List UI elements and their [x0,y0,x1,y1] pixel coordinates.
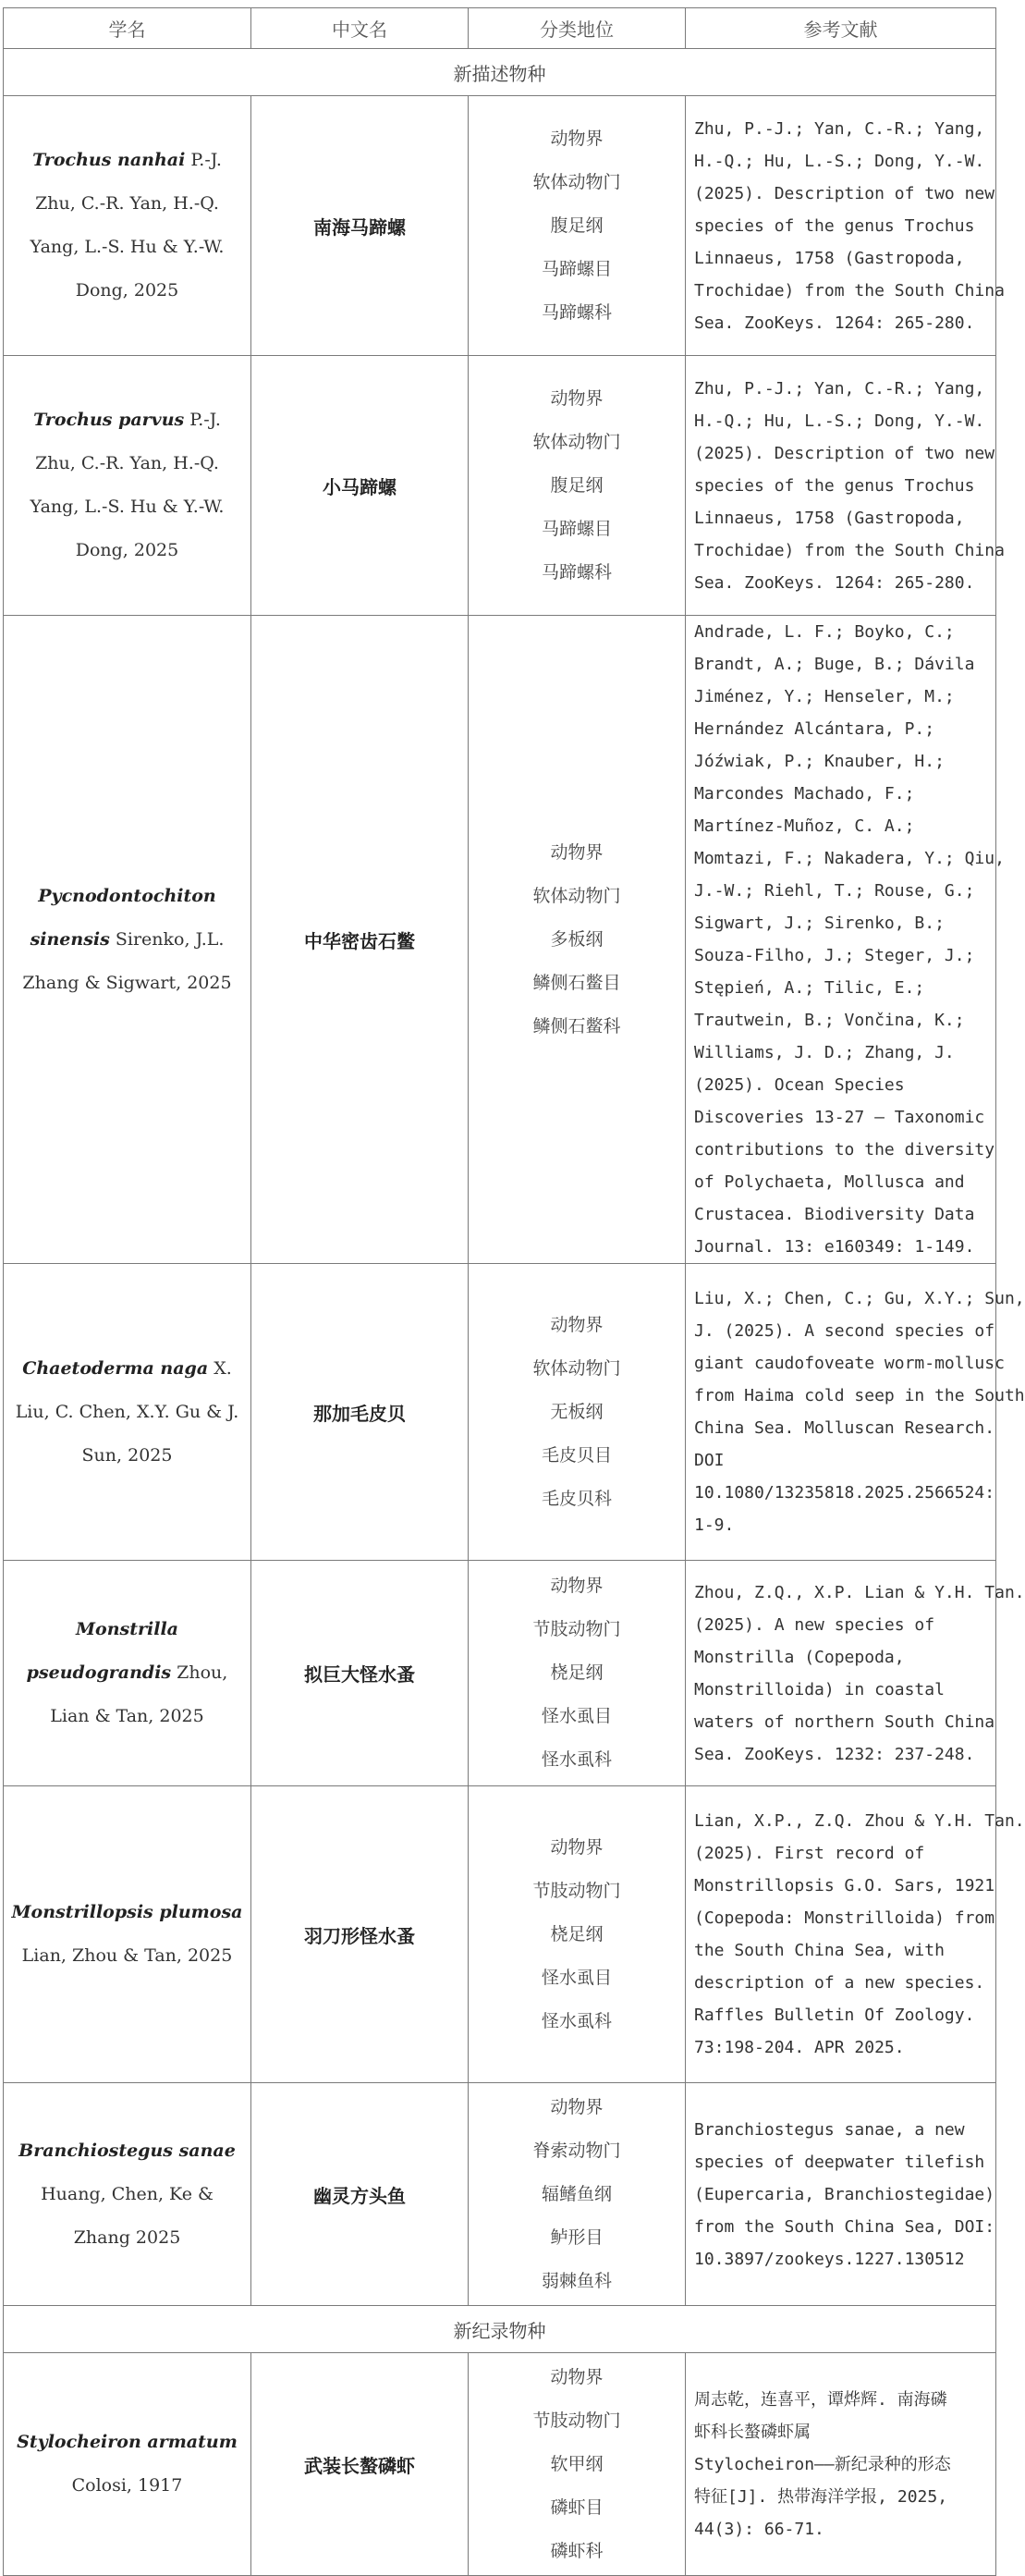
reference-line: from the South China Sea, DOI: [694,2216,995,2237]
taxonomy-rank: 软体动物门 [532,431,621,452]
taxonomy-rank: 动物界 [550,2366,604,2387]
taxonomy-rank: 怪水虱科 [541,2010,612,2031]
reference-line: Williams, J. D.; Zhang, J. [694,1043,955,1062]
reference-line: Zhu, P.-J.; Yan, C.-R.; Yang, [694,118,985,139]
taxonomy-rank: 弱棘鱼科 [541,2270,612,2291]
table-row [4,2353,996,2576]
taxonomy-rank: 软体动物门 [532,171,621,192]
reference-line: (2025). Ocean Species [694,1075,905,1095]
scientific-name-cell [4,96,251,356]
reference-line: Souza-Filho, J.; Steger, J.; [694,946,975,965]
taxonomy-cell [469,1561,686,1786]
reference-line: Monstrilla (Copepoda, [694,1647,905,1667]
reference-line: of Polychaeta, Mollusca and [694,1172,965,1192]
scientific-name-cell [4,1561,251,1786]
taxonomy-rank: 马蹄螺目 [541,518,612,539]
chinese-name: 拟巨大怪水蚤 [251,1561,469,1786]
taxonomy-rank: 毛皮贝科 [541,1488,612,1509]
taxonomy-cell [469,96,686,356]
reference-cell [686,1561,1025,1786]
reference-line: 1-9. [694,1515,735,1535]
scientific-name-cell [4,356,251,616]
reference-line: J.-W.; Riehl, T.; Rouse, G.; [694,881,975,901]
taxonomy-rank: 多板纲 [550,928,604,950]
reference-line: Liu, X.; Chen, C.; Gu, X.Y.; Sun, [694,1289,1025,1308]
reference-line: China Sea. Molluscan Research. [694,1418,995,1438]
reference-line: 10.1080/13235818.2025.2566524: [694,1483,995,1503]
taxonomy-rank: 软甲纲 [550,2453,604,2474]
reference-line: Linnaeus, 1758 (Gastropoda, [694,248,965,268]
taxonomy-rank: 动物界 [550,128,604,149]
taxonomy-rank: 怪水虱目 [541,1967,612,1988]
scientific-name-cell [4,1264,251,1561]
reference-line: Momtazi, F.; Nakadera, Y.; Qiu, [694,849,1005,868]
taxonomy-rank: 节肢动物门 [532,2410,621,2431]
taxonomy-rank: 马蹄螺目 [541,258,612,279]
reference-line: Zhou, Z.Q., X.P. Lian & Y.H. Tan. [694,1582,1025,1602]
chinese-name: 南海马蹄螺 [251,96,469,356]
taxonomy-rank: 辐鳍鱼纲 [541,2183,612,2204]
reference-line: Branchiostegus sanae, a new [694,2119,965,2140]
section-title: 新描述物种 [4,49,996,96]
reference-line: 73:198-204. APR 2025. [694,2038,905,2057]
reference-line: from Haima cold seep in the South [694,1386,1025,1405]
scientific-name: Monstrilla pseudograndis [26,1619,178,1683]
reference-line: (2025). Description of two new [694,443,995,463]
section-row-new-species [4,49,996,96]
authority: Lian, Zhou & Tan, 2025 [21,1945,233,1966]
reference-line: Stylocheiron——新纪录种的形态 [694,2454,951,2474]
reference-cell [686,1786,1025,2083]
reference-line: Monstrilloida) in coastal [694,1679,945,1699]
reference-line: 周志乾，连喜平，谭烨辉. 南海磷 [694,2389,947,2410]
reference-line: giant caudofoveate worm-mollusc [694,1354,1005,1373]
scientific-name: Chaetoderma naga [22,1357,209,1379]
reference-line: species of the genus Trochus [694,475,975,496]
chinese-name: 那加毛皮贝 [251,1264,469,1561]
reference-line: Lian, X.P., Z.Q. Zhou & Y.H. Tan. [694,1811,1025,1831]
reference-line: species of deepwater tilefish [694,2152,985,2172]
authority: Colosi, 1917 [71,2475,183,2496]
taxonomy-rank: 腹足纲 [550,474,604,496]
taxonomy-rank: 磷虾目 [550,2496,604,2518]
taxonomy-rank: 马蹄螺科 [541,561,612,583]
reference-line: waters of northern South China [694,1711,995,1732]
reference-cell [686,2353,996,2576]
taxonomy-rank: 无板纲 [550,1401,604,1422]
reference-line: Journal. 13: e160349: 1-149. [694,1237,975,1257]
reference-line: Discoveries 13‐27 — Taxonomic [694,1108,985,1127]
species-table [3,7,1025,2576]
table-row [4,2083,996,2306]
taxonomy-rank: 动物界 [550,2096,604,2117]
reference-line: Hernández Alcántara, P.; [694,719,935,739]
reference-line: Raffles Bulletin Of Zoology. [694,2006,975,2025]
authority: P.-J. Zhu, C.-R. Yan, H.-Q. Yang, L.-S. Hu & Y.-W. Dong, 2025 [30,410,225,560]
taxonomy-rank: 怪水虱科 [541,1749,612,1770]
chinese-name: 羽刀形怪水蚤 [251,1786,469,2083]
scientific-name: Branchiostegus sanae [18,2140,236,2161]
scientific-name-cell [4,1786,251,2083]
reference-line: 10.3897/zookeys.1227.130512 [694,2249,965,2269]
reference-line: Monstrillopsis G.O. Sars, 1921 [694,1876,995,1895]
reference-line: (2025). A new species of [694,1614,935,1635]
reference-line: description of a new species. [694,1973,985,1993]
taxonomy-rank: 桡足纲 [550,1923,604,1944]
reference-line: J. (2025). A second species of [694,1321,995,1341]
header-reference: 参考文献 [686,8,996,49]
scientific-name: Trochus parvus [33,410,185,430]
authority: Sirenko, J.L. Zhang & Sigwart, 2025 [22,928,232,993]
scientific-name: Trochus nanhai [32,150,186,170]
scientific-name: Stylocheiron armatum [17,2432,238,2452]
reference-line: Zhu, P.-J.; Yan, C.-R.; Yang, [694,378,985,399]
reference-line: contributions to the diversity [694,1140,995,1159]
reference-line: the South China Sea, with [694,1941,945,1960]
reference-cell [686,356,1005,616]
taxonomy-rank: 鳞侧石鳖目 [532,972,621,993]
table-row [4,1561,996,1786]
taxonomy-rank: 鲈形目 [550,2226,604,2248]
reference-line: H.-Q.; Hu, L.-S.; Dong, Y.-W. [694,151,985,171]
reference-line: Sigwart, J.; Sirenko, B.; [694,914,945,933]
chinese-name: 武装长螯磷虾 [251,2353,469,2576]
reference-line: Brandt, A.; Buge, B.; Dávila [694,655,975,674]
reference-line: 特征[J]. 热带海洋学报, 2025, [694,2486,948,2507]
authority: Zhou, Lian & Tan, 2025 [50,1662,228,1726]
chinese-name: 中华密齿石鳖 [251,616,469,1264]
reference-line: species of the genus Trochus [694,215,975,236]
reference-line: 44(3): 66-71. [694,2519,824,2539]
taxonomy-cell [469,2083,686,2306]
section-title: 新纪录物种 [4,2306,996,2353]
table-row [4,1786,996,2083]
reference-line: Andrade, L. F.; Boyko, C.; [694,622,955,642]
taxonomy-rank: 动物界 [550,387,604,409]
reference-line: Sea. ZooKeys. 1264: 265-280. [694,313,975,333]
reference-line: Martínez-Muñoz, C. A.; [694,816,915,836]
reference-line: 虾科长螯磷虾属 [694,2422,811,2442]
scientific-name-cell [4,2083,251,2306]
header-scientific-name: 学名 [4,8,251,49]
section-row-new-records [4,2306,996,2353]
reference-line: (Copepoda: Monstrilloida) from [694,1908,995,1928]
taxonomy-cell [469,616,686,1264]
taxonomy-cell [469,2353,686,2576]
reference-cell [686,2083,996,2306]
taxonomy-rank: 动物界 [550,1576,604,1596]
taxonomy-cell [469,1786,686,2083]
scientific-name: Monstrillopsis plumosa [11,1902,243,1922]
taxonomy-rank: 毛皮贝目 [541,1444,612,1466]
taxonomy-rank: 腹足纲 [550,215,604,236]
taxonomy-rank: 桡足纲 [550,1662,604,1683]
reference-line: Jiménez, Y.; Henseler, M.; [694,687,955,706]
taxonomy-cell [469,1264,686,1561]
table-row [4,356,996,616]
table-row [4,1264,996,1561]
authority: P.-J. Zhu, C.-R. Yan, H.-Q. Yang, L.-S. Hu & Y.-W. Dong, 2025 [30,150,225,301]
taxonomy-rank: 磷虾科 [550,2540,604,2561]
taxonomy-rank: 鳞侧石鳖科 [532,1015,621,1037]
taxonomy-rank: 怪水虱目 [541,1706,612,1726]
header-chinese-name: 中文名 [251,8,469,49]
reference-line: Jóźwiak, P.; Knauber, H.; [694,752,945,771]
reference-cell [686,616,1005,1264]
reference-line: (Eupercaria, Branchiostegidae) [694,2184,995,2204]
scientific-name-cell [4,616,251,1264]
taxonomy-rank: 脊索动物门 [532,2140,621,2161]
reference-cell [686,96,1005,356]
table-row [4,96,996,356]
reference-line: Linnaeus, 1758 (Gastropoda, [694,508,965,528]
taxonomy-rank: 马蹄螺科 [541,301,612,323]
reference-line: Sea. ZooKeys. 1232: 237-248. [694,1744,975,1764]
reference-line: DOI [694,1451,725,1470]
scientific-name: Pycnodontochiton sinensis [30,885,216,950]
table-header-row [4,8,996,49]
chinese-name: 幽灵方头鱼 [251,2083,469,2306]
taxonomy-cell [469,356,686,616]
scientific-name-cell [4,2353,251,2576]
taxonomy-rank: 软体动物门 [532,885,621,906]
authority: Huang, Chen, Ke & Zhang 2025 [41,2183,214,2248]
table-row [4,616,996,1264]
reference-line: Trochidae) from the South China [694,540,1005,560]
reference-line: (2025). Description of two new [694,183,995,203]
reference-line: Stępień, A.; Tilic, E.; [694,978,925,998]
taxonomy-rank: 节肢动物门 [532,1619,621,1639]
reference-line: Crustacea. Biodiversity Data [694,1205,975,1224]
taxonomy-rank: 动物界 [550,1836,604,1858]
taxonomy-rank: 节肢动物门 [532,1880,621,1901]
reference-line: Sea. ZooKeys. 1264: 265-280. [694,572,975,593]
reference-cell [686,1264,1025,1561]
reference-line: Marcondes Machado, F.; [694,784,915,803]
reference-line: H.-Q.; Hu, L.-S.; Dong, Y.-W. [694,411,985,431]
taxonomy-rank: 动物界 [550,841,604,863]
header-taxonomy: 分类地位 [469,8,686,49]
chinese-name: 小马蹄螺 [251,356,469,616]
taxonomy-rank: 软体动物门 [532,1357,621,1379]
taxonomy-rank: 动物界 [550,1314,604,1335]
reference-line: (2025). First record of [694,1844,925,1863]
reference-line: Trochidae) from the South China [694,280,1005,301]
authority: X. Liu, C. Chen, X.Y. Gu & J. Sun, 2025 [15,1357,239,1466]
reference-line: Trautwein, B.; Vončina, K.; [694,1011,965,1030]
